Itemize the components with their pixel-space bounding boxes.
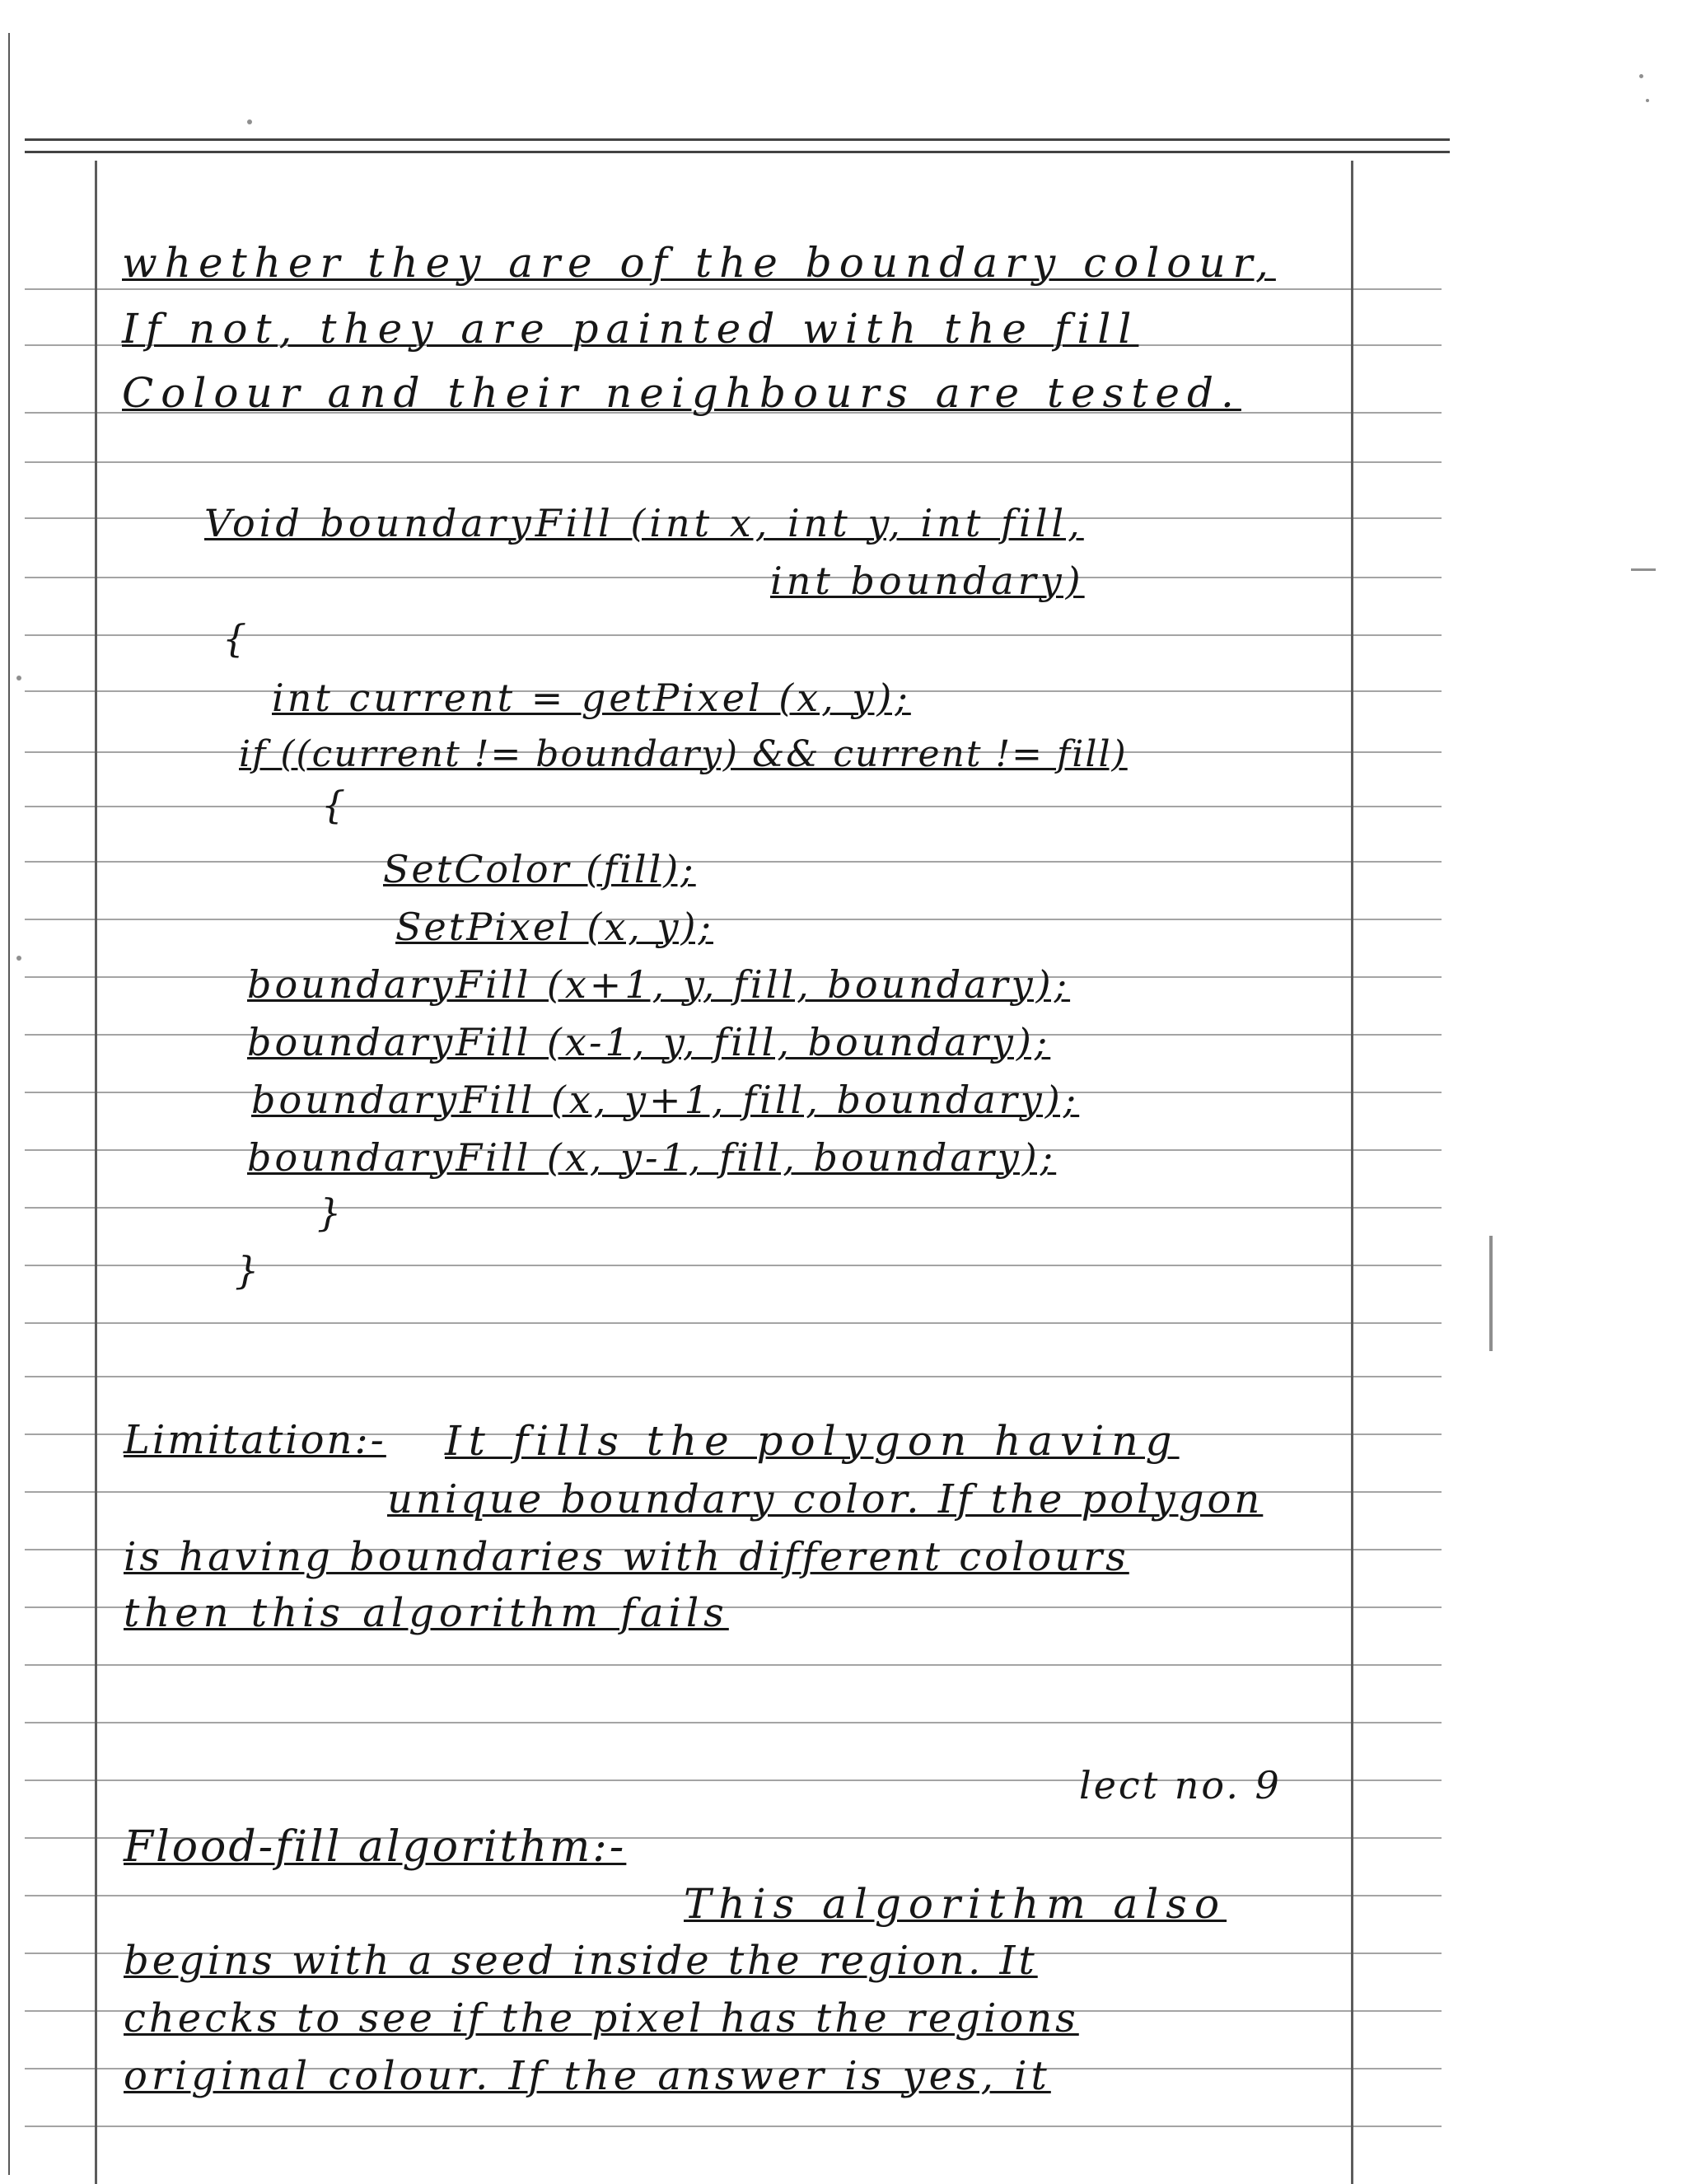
limitation-heading: Limitation:- <box>124 1417 386 1463</box>
flood-fill-line: This algorithm also <box>684 1880 1227 1928</box>
limitation-line: then this algorithm fails <box>124 1590 729 1636</box>
code-line: if ((current != boundary) && current != fill) <box>239 733 1128 775</box>
left-margin-line <box>95 161 97 2184</box>
lecture-label: lect no. 9 <box>1079 1763 1282 1808</box>
page-edge-line <box>8 33 10 2175</box>
flood-fill-line: checks to see if the pixel has the regions <box>124 1995 1079 2041</box>
scan-speck <box>1646 99 1649 102</box>
code-line: boundaryFill (x+1, y, fill, boundary); <box>247 962 1071 1007</box>
code-brace: } <box>317 1190 343 1235</box>
limitation-line: unique boundary color. If the polygon <box>387 1476 1264 1522</box>
top-rule <box>25 151 1450 153</box>
code-brace: } <box>235 1248 260 1293</box>
code-line: SetPixel (x, y); <box>395 905 713 949</box>
ruled-line <box>25 919 1442 920</box>
ruled-line <box>25 1207 1442 1209</box>
limitation-line: is having boundaries with different colours <box>124 1534 1129 1580</box>
intro-line: If not, they are painted with the fill <box>122 305 1139 353</box>
intro-line: whether they are of the boundary colour, <box>122 239 1276 287</box>
flood-fill-heading: Flood-fill algorithm:- <box>124 1822 627 1872</box>
code-brace: { <box>222 616 248 661</box>
code-line: boundaryFill (x, y+1, fill, boundary); <box>251 1078 1080 1122</box>
top-rule <box>25 138 1450 141</box>
scan-speck <box>16 956 21 961</box>
ruled-line <box>25 861 1442 863</box>
ruled-line <box>25 1322 1442 1324</box>
flood-fill-line: original colour. If the answer is yes, it <box>124 2053 1051 2099</box>
scan-speck <box>1631 568 1656 571</box>
scan-speck <box>1639 74 1643 78</box>
ruled-line <box>25 577 1442 578</box>
ruled-line <box>25 2126 1442 2127</box>
scan-speck <box>16 676 21 680</box>
right-margin-line <box>1351 161 1353 2184</box>
code-line: boundaryFill (x, y-1, fill, boundary); <box>247 1135 1057 1180</box>
code-line: boundaryFill (x-1, y, fill, boundary); <box>247 1020 1051 1064</box>
scan-speck <box>1489 1236 1493 1351</box>
ruled-line <box>25 1376 1442 1377</box>
scan-speck <box>247 119 252 124</box>
ruled-line <box>25 288 1442 290</box>
ruled-line <box>25 1664 1442 1666</box>
code-brace: { <box>321 783 347 827</box>
flood-fill-line: begins with a seed inside the region. It <box>124 1938 1038 1984</box>
code-line: Void boundaryFill (int x, int y, int fill, <box>204 501 1084 545</box>
ruled-line <box>25 1722 1442 1723</box>
intro-line: Colour and their neighbours are tested. <box>122 369 1241 417</box>
code-line: SetColor (fill); <box>383 847 696 891</box>
ruled-line <box>25 806 1442 807</box>
code-line: int boundary) <box>770 559 1085 603</box>
code-line: int current = getPixel (x, y); <box>272 676 911 720</box>
ruled-line <box>25 461 1442 463</box>
limitation-line: It fills the polygon having <box>445 1417 1180 1465</box>
